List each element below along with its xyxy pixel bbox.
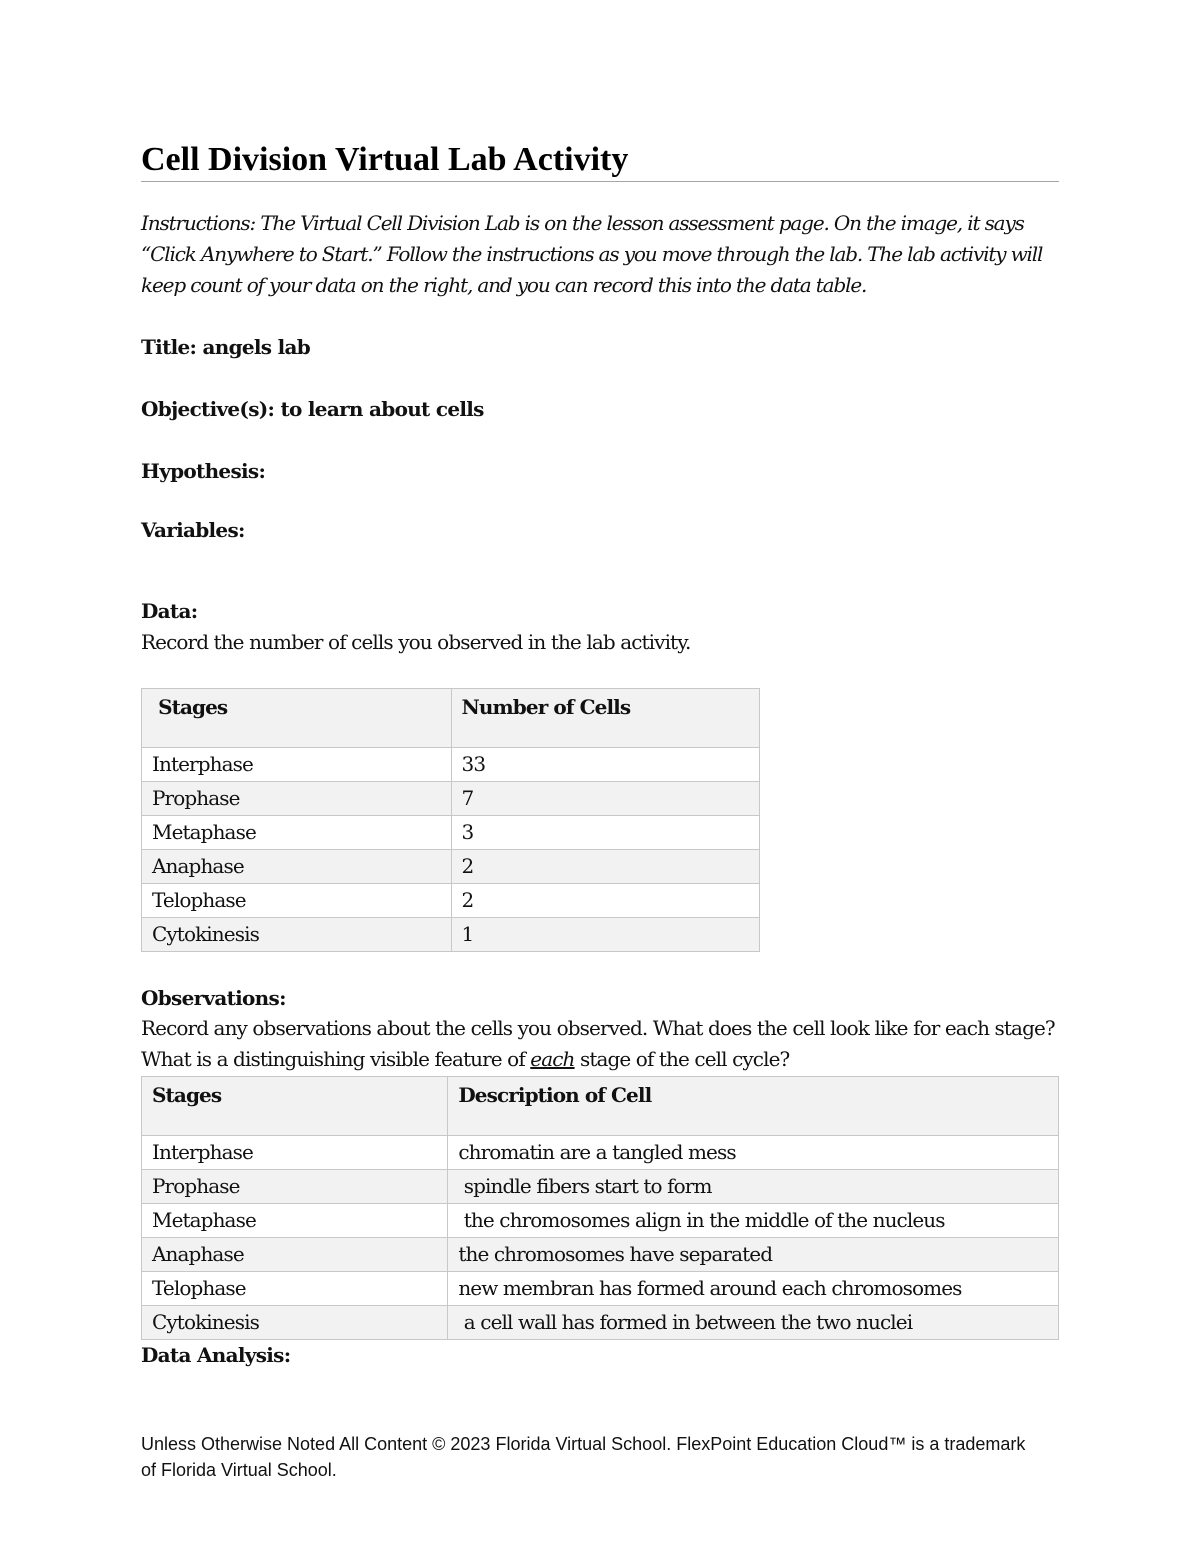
table-row: [142, 1204, 1059, 1238]
description-cell[interactable]: chromatin are a tangled mess: [448, 1136, 1059, 1170]
stage-cell: Interphase: [142, 748, 452, 782]
count-cell[interactable]: 7: [451, 782, 760, 816]
table-row: [142, 850, 760, 884]
stage-cell: Prophase: [142, 782, 452, 816]
table-row: [142, 918, 760, 952]
count-cell[interactable]: 2: [451, 884, 760, 918]
table-row: [142, 1272, 1059, 1306]
table-row: [142, 782, 760, 816]
table-header-row: [142, 689, 760, 748]
table-header-cell: Stages: [142, 689, 452, 748]
table-row: [142, 1170, 1059, 1204]
description-cell[interactable]: the chromosomes have separated: [448, 1238, 1059, 1272]
table-row: [142, 1306, 1059, 1340]
description-cell[interactable]: new membran has formed around each chromosomes: [448, 1272, 1059, 1306]
objective-field: Objective(s): to learn about cells: [141, 397, 484, 421]
count-cell[interactable]: 1: [451, 918, 760, 952]
table-header-row: [142, 1077, 1059, 1136]
instructions-paragraph: Instructions: The Virtual Cell Division Lab is on the lesson assessment page. On the image, it says “Click Anywhere to Start.” Follow the instructions as you move through the lab. The lab activity will keep count of your data on the right, and you can record this into the data table.: [141, 211, 1043, 297]
stage-cell: Metaphase: [142, 816, 452, 850]
stage-cell: Interphase: [142, 1136, 448, 1170]
table-row: [142, 884, 760, 918]
table-row: [142, 1136, 1059, 1170]
observations-instruction-text: Record any observations about the cells you observed. What does the cell look like for each stage? What is a distinguishing visible feature of: [141, 1016, 1055, 1071]
table-row: [142, 1238, 1059, 1272]
title-underline: [141, 181, 1059, 182]
stage-cell: Metaphase: [142, 1204, 448, 1238]
stage-cell: Cytokinesis: [142, 918, 452, 952]
stage-cell: Cytokinesis: [142, 1306, 448, 1340]
hypothesis-label: Hypothesis:: [141, 459, 266, 483]
data-analysis-label: Data Analysis:: [141, 1343, 291, 1367]
copyright-footer: Unless Otherwise Noted All Content © 2023 Florida Virtual School. FlexPoint Education Cloud™ is a trademark of Florida Virtual School.: [141, 1434, 1026, 1480]
cell-count-table: [141, 688, 760, 952]
description-cell[interactable]: the chromosomes align in the middle of the nucleus: [448, 1204, 1059, 1238]
observations-instruction-text-end: stage of the cell cycle?: [574, 1047, 790, 1071]
data-label: Data:: [141, 599, 198, 623]
observations-label: Observations:: [141, 986, 286, 1010]
variables-label: Variables:: [141, 518, 245, 542]
table-header-cell: Number of Cells: [451, 689, 760, 748]
document-title: Cell Division Virtual Lab Activity: [141, 141, 629, 178]
stage-cell: Telophase: [142, 1272, 448, 1306]
stage-cell: Anaphase: [142, 1238, 448, 1272]
count-cell[interactable]: 3: [451, 816, 760, 850]
stage-cell: Telophase: [142, 884, 452, 918]
observations-instruction-emphasis: each: [530, 1047, 575, 1071]
table-header-cell: Stages: [142, 1077, 448, 1136]
data-instruction: Record the number of cells you observed in the lab activity.: [141, 630, 691, 654]
description-cell[interactable]: spindle fibers start to form: [448, 1170, 1059, 1204]
observations-instruction: [141, 1013, 1059, 1075]
description-table: [141, 1076, 1059, 1340]
stage-cell: Prophase: [142, 1170, 448, 1204]
table-header-cell: Description of Cell: [448, 1077, 1059, 1136]
title-field: Title: angels lab: [141, 335, 311, 359]
count-cell[interactable]: 33: [451, 748, 760, 782]
count-cell[interactable]: 2: [451, 850, 760, 884]
description-cell[interactable]: a cell wall has formed in between the two nuclei: [448, 1306, 1059, 1340]
stage-cell: Anaphase: [142, 850, 452, 884]
table-row: [142, 816, 760, 850]
table-row: [142, 748, 760, 782]
